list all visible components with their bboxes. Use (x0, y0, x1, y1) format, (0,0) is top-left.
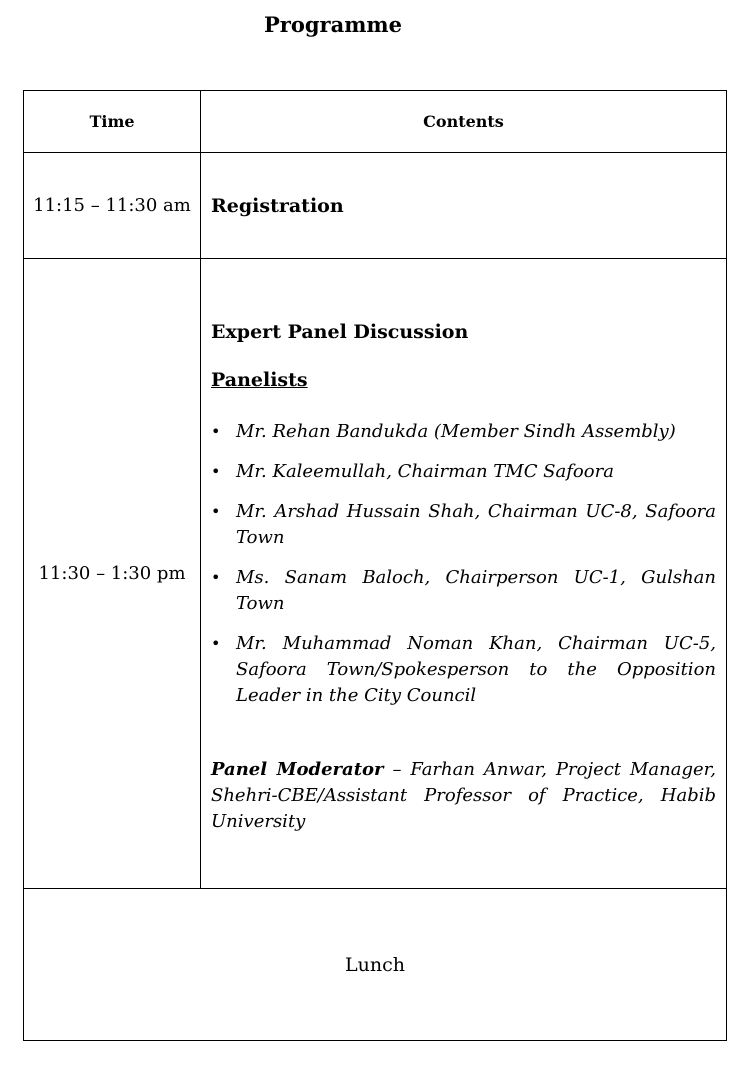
panelist-name: Mr. Arshad Hussain Shah, Chairman UC-8, Safoora Town (236, 501, 716, 548)
bullet-icon: • (211, 462, 221, 481)
list-item (211, 459, 716, 485)
panelist-name: Mr. Muhammad Noman Khan, Chairman UC-5, Safoora Town/Spokesperson to the Opposition Leader in the City Council (236, 633, 716, 706)
contents-column-header: Contents (201, 91, 727, 153)
discussion-content (201, 259, 727, 889)
programme-table (23, 90, 727, 1041)
time-column-header: Time (24, 91, 201, 153)
bullet-icon: • (211, 422, 221, 441)
lunch-row (24, 889, 727, 1041)
list-item (211, 499, 716, 551)
list-item (211, 631, 716, 709)
bullet-icon: • (211, 568, 221, 587)
discussion-title: Expert Panel Discussion (211, 321, 469, 343)
registration-row (24, 153, 727, 259)
list-item (211, 419, 716, 445)
lunch-label: Lunch (24, 889, 727, 1041)
table-header-row (24, 91, 727, 153)
registration-time: 11:15 – 11:30 am (24, 153, 201, 259)
list-item (211, 565, 716, 617)
registration-content: Registration (201, 153, 727, 259)
panelist-name: Ms. Sanam Baloch, Chairperson UC-1, Gulshan Town (236, 567, 716, 614)
panelists-heading: Panelists (211, 369, 308, 391)
page-title: Programme (263, 12, 403, 37)
panel-moderator (211, 757, 716, 835)
panelist-list (211, 419, 716, 709)
moderator-text: – Farhan Anwar, Project Manager, Shehri-CBE/Assistant Professor of Practice, Habib University (211, 759, 716, 832)
panelist-name: Mr. Rehan Bandukda (Member Sindh Assembly) (236, 421, 676, 442)
bullet-icon: • (211, 502, 221, 521)
panelist-name: Mr. Kaleemullah, Chairman TMC Safoora (236, 461, 614, 482)
discussion-row (24, 259, 727, 889)
discussion-time: 11:30 – 1:30 pm (24, 259, 201, 889)
bullet-icon: • (211, 634, 221, 653)
moderator-label: Panel Moderator (211, 759, 384, 780)
